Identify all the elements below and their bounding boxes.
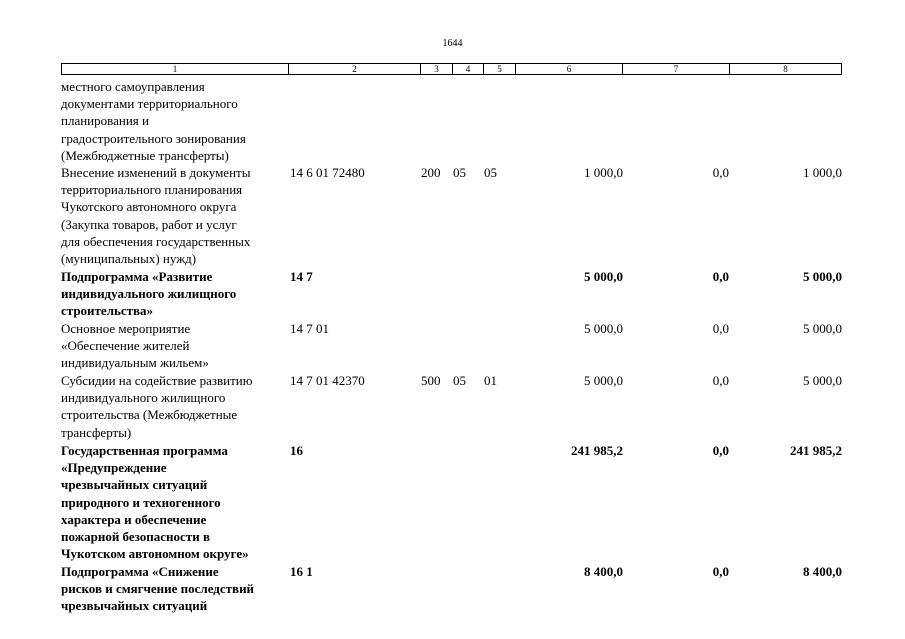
row-code: 14 6 01 72480	[290, 165, 365, 180]
row-name-line: рисков и смягчение последствий	[61, 581, 255, 597]
row-value-7: 0,0	[712, 564, 729, 579]
row-code: 16 1	[290, 564, 313, 579]
header-col-1: 1	[62, 64, 289, 74]
row-value-8: 241 985,2	[790, 443, 842, 458]
row-value-8: 8 400,0	[803, 564, 842, 579]
row-name-line: «Предупреждение	[61, 460, 167, 476]
row-name-line: Основное мероприятие	[61, 321, 191, 336]
row-name	[61, 442, 287, 562]
row-value-6: 1 000,0	[584, 165, 623, 180]
row-col-3: 200	[421, 165, 441, 180]
row-name-line: Субсидии на содействие развитию	[61, 373, 253, 388]
row-name-line: документами территориального	[61, 96, 238, 112]
row-col-5: 05	[484, 165, 497, 180]
row-name	[61, 563, 287, 615]
row-value-6: 8 400,0	[584, 564, 623, 579]
row-col-4: 05	[453, 165, 466, 180]
row-value-7: 0,0	[712, 269, 729, 284]
row-name-line: планирования и	[61, 113, 149, 129]
row-name-line: «Обеспечение жителей	[61, 338, 190, 354]
row-name-line: Подпрограмма «Снижение	[61, 564, 219, 579]
row-value-7: 0,0	[712, 165, 729, 180]
row-value-6: 5 000,0	[584, 269, 623, 284]
row-value-8: 5 000,0	[803, 269, 842, 284]
row-name-line: градостроительного зонирования	[61, 130, 246, 146]
row-value-7: 0,0	[712, 443, 729, 458]
row-name	[61, 164, 287, 267]
row-name	[61, 78, 287, 164]
header-col-2: 2	[289, 64, 421, 74]
row-name-line: (Закупка товаров, работ и услуг	[61, 216, 237, 232]
row-name-line: территориального планирования	[61, 182, 243, 198]
row-name-line: индивидуальным жильем»	[61, 355, 209, 371]
row-col-4: 05	[453, 373, 466, 388]
row-name-line: чрезвычайных ситуаций	[61, 598, 208, 614]
row-name	[61, 320, 287, 372]
row-name-line: характера и обеспечение	[61, 511, 207, 527]
row-code: 16	[290, 443, 303, 458]
row-value-8: 5 000,0	[803, 373, 842, 388]
header-col-6: 6	[516, 64, 623, 74]
row-name-line: индивидуального жилищного	[61, 390, 226, 406]
row-name-line: индивидуального жилищного	[61, 286, 237, 302]
row-name-line: Подпрограмма «Развитие	[61, 269, 213, 284]
row-name-line: Чукотского автономного округа	[61, 199, 237, 215]
row-name-line: Чукотском автономном округе»	[61, 546, 249, 562]
table-header	[61, 63, 842, 75]
header-col-8: 8	[783, 64, 788, 74]
row-value-6: 5 000,0	[584, 373, 623, 388]
row-value-6: 241 985,2	[571, 443, 623, 458]
row-name-line: местного самоуправления	[61, 79, 205, 94]
row-value-8: 5 000,0	[803, 321, 842, 336]
row-name-line: Государственная программа	[61, 443, 228, 458]
row-name-line: для обеспечения государственных	[61, 233, 251, 249]
row-name-line: трансферты)	[61, 424, 132, 440]
row-name	[61, 372, 287, 441]
row-name-line: природного и техногенного	[61, 494, 221, 510]
row-code: 14 7 01 42370	[290, 373, 365, 388]
row-code: 14 7 01	[290, 321, 329, 336]
row-value-8: 1 000,0	[803, 165, 842, 180]
row-value-6: 5 000,0	[584, 321, 623, 336]
row-col-5: 01	[484, 373, 497, 388]
row-code: 14 7	[290, 269, 313, 284]
row-name	[61, 268, 287, 320]
row-value-7: 0,0	[712, 321, 729, 336]
header-col-5: 5	[484, 64, 516, 74]
row-name-line: чрезвычайных ситуаций	[61, 477, 208, 493]
row-name-line: строительства»	[61, 303, 154, 319]
page-number: 1644	[442, 38, 463, 49]
row-name-line: Внесение изменений в документы	[61, 165, 251, 180]
row-col-3: 500	[421, 373, 441, 388]
row-value-7: 0,0	[712, 373, 729, 388]
row-name-line: пожарной безопасности в	[61, 529, 210, 545]
header-col-4: 4	[453, 64, 484, 74]
row-name-line: (Межбюджетные трансферты)	[61, 147, 229, 163]
header-col-7: 7	[623, 64, 730, 74]
header-col-3: 3	[421, 64, 453, 74]
row-name-line: строительства (Межбюджетные	[61, 407, 238, 423]
row-name-line: (муниципальных) нужд)	[61, 251, 197, 267]
